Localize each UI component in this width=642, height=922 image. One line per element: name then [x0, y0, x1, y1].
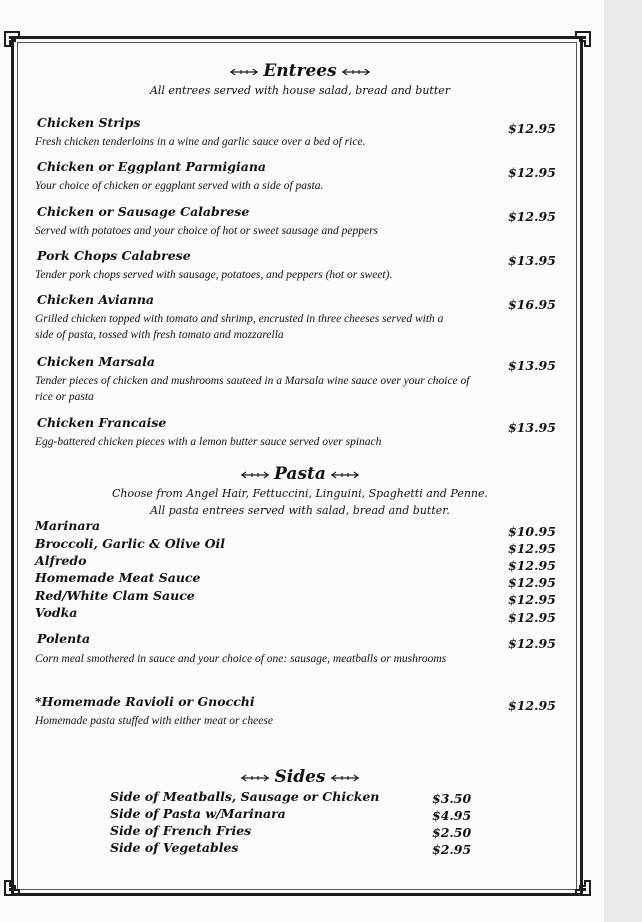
pasta-item-price: $12.95 — [508, 610, 556, 625]
flourish-icon — [330, 470, 360, 480]
flourish-icon — [240, 470, 270, 480]
entrees-heading — [0, 61, 600, 81]
side-item-price: $3.50 — [432, 791, 472, 806]
sides-title: Sides — [274, 767, 326, 787]
menu-item-price: $16.95 — [508, 297, 556, 312]
menu-item-name: Chicken Strips — [37, 115, 141, 130]
menu-item-price: $12.95 — [508, 165, 556, 180]
menu-item-name: Chicken Marsala — [37, 354, 155, 369]
menu-item-name: Chicken Avianna — [37, 292, 155, 307]
menu-item-name: Chicken Francaise — [37, 415, 167, 430]
side-item-price: $4.95 — [432, 808, 472, 823]
menu-item-name: Chicken or Eggplant Parmigiana — [37, 159, 267, 174]
side-item-name: Side of French Fries — [110, 823, 252, 838]
menu-item-price: $13.95 — [508, 253, 556, 268]
pasta-title: Pasta — [274, 464, 326, 484]
side-item-name: Side of Vegetables — [110, 840, 239, 855]
pasta-item-description: Homemade pasta stuffed with either meat or cheese — [35, 715, 273, 727]
menu-item-price: $13.95 — [508, 358, 556, 373]
pasta-item-name: Marinara — [35, 518, 101, 533]
corner-ornament-icon — [575, 880, 591, 896]
pasta-item-price: $12.95 — [508, 698, 556, 713]
pasta-item-price: $12.95 — [508, 592, 556, 607]
side-item-name: Side of Meatballs, Sausage or Chicken — [110, 789, 380, 804]
menu-item-price: $12.95 — [508, 209, 556, 224]
pasta-item-price: $12.95 — [508, 541, 556, 556]
flourish-icon — [240, 773, 270, 783]
side-item-price: $2.95 — [432, 842, 472, 857]
pasta-item-name: Red/White Clam Sauce — [35, 588, 195, 603]
corner-ornament-icon — [575, 31, 591, 47]
menu-item-description: Tender pieces of chicken and mushrooms sauteed in a Marsala wine sauce over your choice of rice or pasta — [35, 375, 470, 403]
flourish-icon — [229, 67, 259, 77]
menu-item-name: Chicken or Sausage Calabrese — [37, 204, 250, 219]
menu-item-description: Egg-battered chicken pieces with a lemon butter sauce served over spinach — [35, 436, 382, 448]
menu-item-name: Pork Chops Calabrese — [37, 248, 191, 263]
pasta-item-name: Homemade Meat Sauce — [35, 570, 201, 585]
flourish-icon — [341, 67, 371, 77]
menu-item-description: Grilled chicken topped with tomato and shrimp, encrusted in three cheeses served with a side of pasta, tossed with fresh tomato and mozzarella — [35, 313, 444, 341]
pasta-item-name: Broccoli, Garlic & Olive Oil — [35, 536, 226, 551]
corner-ornament-icon — [4, 31, 20, 47]
menu-item-price: $12.95 — [508, 121, 556, 136]
pasta-item-name: *Homemade Ravioli or Gnocchi — [35, 694, 255, 709]
pasta-heading — [0, 464, 600, 484]
menu-item-description: Served with potatoes and your choice of hot or sweet sausage and peppers — [35, 225, 379, 237]
flourish-icon — [330, 773, 360, 783]
pasta-item-price: $12.95 — [508, 558, 556, 573]
side-item-name: Side of Pasta w/Marinara — [110, 806, 286, 821]
pasta-item-price: $10.95 — [508, 524, 556, 539]
side-item-price: $2.50 — [432, 825, 472, 840]
pasta-item-price: $12.95 — [508, 575, 556, 590]
entrees-title: Entrees — [263, 61, 337, 81]
menu-item-price: $13.95 — [508, 420, 556, 435]
menu-item-description: Fresh chicken tenderloins in a wine and garlic sauce over a bed of rice. — [35, 136, 366, 148]
entrees-subtitle: All entrees served with house salad, bread and butter — [149, 84, 451, 97]
pasta-item-name: Vodka — [35, 605, 78, 620]
pasta-item-name: Polenta — [37, 631, 91, 646]
pasta-item-description: Corn meal smothered in sauce and your choice of one: sausage, meatballs or mushrooms — [35, 653, 447, 665]
sides-heading — [0, 767, 600, 787]
page-edge — [604, 0, 642, 922]
menu-item-description: Tender pork chops served with sausage, potatoes, and peppers (hot or sweet). — [35, 269, 393, 281]
pasta-subtitle-line1: Choose from Angel Hair, Fettuccini, Linguini, Spaghetti and Penne. — [111, 487, 489, 500]
pasta-subtitle-line2: All pasta entrees served with salad, bread and butter. — [150, 504, 450, 517]
pasta-item-name: Alfredo — [35, 553, 87, 568]
corner-ornament-icon — [4, 880, 20, 896]
pasta-item-price: $12.95 — [508, 636, 556, 651]
menu-item-description: Your choice of chicken or eggplant served with a side of pasta. — [35, 180, 324, 192]
